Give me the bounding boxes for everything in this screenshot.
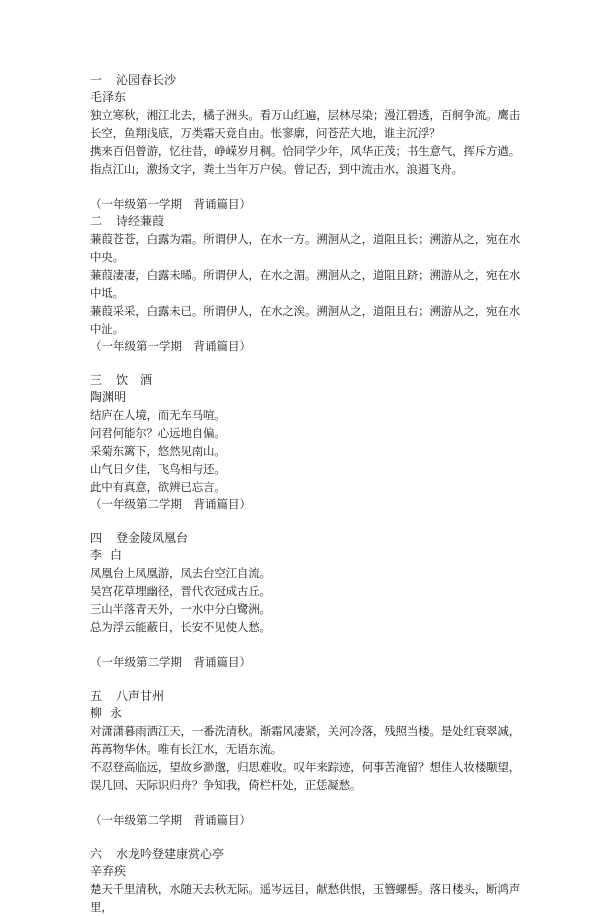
poem-title [90, 213, 520, 230]
poem-author: 柳永 [90, 706, 131, 720]
poem-author: 李白 [90, 548, 131, 562]
poem-title [90, 72, 520, 89]
recitation-note: （一年级第二学期 背诵篇目） [90, 813, 251, 827]
poem-line: 此中有真意，欲辨已忘言。 [90, 480, 226, 494]
poem-number: 四 [90, 531, 103, 545]
recitation-note: （一年级第一学期 背诵篇目） [90, 339, 251, 353]
poem-section [90, 688, 520, 846]
poem-title-text: 登金陵凤凰台 [116, 531, 189, 545]
poem-line: 凤凰台上凤凰游，凤去台空江自流。 [90, 566, 271, 580]
poem-line: 采菊东篱下，悠然见南山。 [90, 444, 226, 458]
poem-number: 五 [90, 689, 103, 703]
poem-number: 三 [90, 373, 103, 387]
poem-line: 三山半落青天外，一水中分白鹭洲。 [90, 602, 271, 616]
poem-line: 不忍登高临远，望故乡渺邈，归思难收。叹年来踪迹，何事苦淹留？想佳人妆楼颙望，误几回、天际识归舟？争知我，倚栏杆处，正恁凝愁。 [90, 760, 520, 792]
poem-number: 二 [90, 214, 103, 228]
poem-title-text: 饮 酒 [116, 373, 153, 387]
poem-section [90, 213, 520, 372]
poem-line: 楚天千里清秋，水随天去秋无际。遥岑远目，献愁供恨，玉簪螺髻。落日楼头，断鸿声里， [90, 882, 520, 914]
poem-title [90, 530, 520, 547]
poem-line: 山气日夕佳，飞鸟相与还。 [90, 462, 226, 476]
poem-title [90, 372, 520, 389]
poem-author: 陶渊明 [90, 390, 127, 404]
poem-line: 蒹葭采采，白露未已。所谓伊人，在水之涘。溯洄从之，道阻且右；溯游从之，宛在水中沚。 [90, 304, 520, 336]
recitation-note: （一年级第一学期 背诵篇目） [90, 197, 251, 211]
poem-title-text: 水龙吟登建康赏心亭 [116, 847, 225, 861]
poem-line: 蒹葭苍苍，白露为霜。所谓伊人，在水一方。溯洄从之，道阻且长；溯游从之，宛在水中央。 [90, 232, 520, 264]
poem-section [90, 372, 520, 530]
poem-section [90, 530, 520, 688]
poem-title-text: 诗经蒹葭 [116, 214, 165, 228]
poem-line: 吴宫花草埋幽径，晋代衣冠成古丘。 [90, 584, 271, 598]
poem-author: 辛弃疾 [90, 864, 127, 878]
poem-title-text: 沁园春长沙 [116, 73, 177, 87]
poem-section [90, 846, 520, 916]
poem-title [90, 846, 520, 863]
poem-line: 蒹葭凄凄，白露未晞。所谓伊人，在水之湄。溯洄从之，道阻且跻；溯游从之，宛在水中坻。 [90, 268, 520, 300]
poem-line: 结庐在人境，而无车马喧。 [90, 408, 226, 422]
poem-number: 一 [90, 73, 103, 87]
poem-line: 独立寒秋，湘江北去，橘子洲头。看万山红遍，层林尽染；漫江碧透，百舸争流。鹰击长空，鱼翔浅底，万类霜天竞自由。怅寥廓，问苍茫大地，谁主沉浮？ [90, 108, 520, 140]
recitation-note: （一年级第二学期 背诵篇目） [90, 497, 251, 511]
document-page [90, 72, 520, 916]
poem-section [90, 72, 520, 213]
poem-title-text: 八声甘州 [116, 689, 165, 703]
poem-line: 携来百侣曾游，忆往昔，峥嵘岁月稠。恰同学少年，风华正茂；书生意气，挥斥方遒。指点江山，激扬文字，粪土当年万户侯。曾记否，到中流击水，浪遏飞舟。 [90, 144, 520, 176]
poem-line: 对潇潇暮雨洒江天，一番洗清秋。渐霜风凄紧，关河冷落，残照当楼。是处红衰翠减，苒苒物华休。唯有长江水，无语东流。 [90, 724, 520, 756]
poem-line: 问君何能尔？心远地自偏。 [90, 426, 226, 440]
poem-line: 总为浮云能蔽日，长安不见使人愁。 [90, 620, 271, 634]
poem-title [90, 688, 520, 705]
recitation-note: （一年级第二学期 背诵篇目） [90, 655, 251, 669]
poem-author: 毛泽东 [90, 90, 127, 104]
poem-number: 六 [90, 847, 103, 861]
